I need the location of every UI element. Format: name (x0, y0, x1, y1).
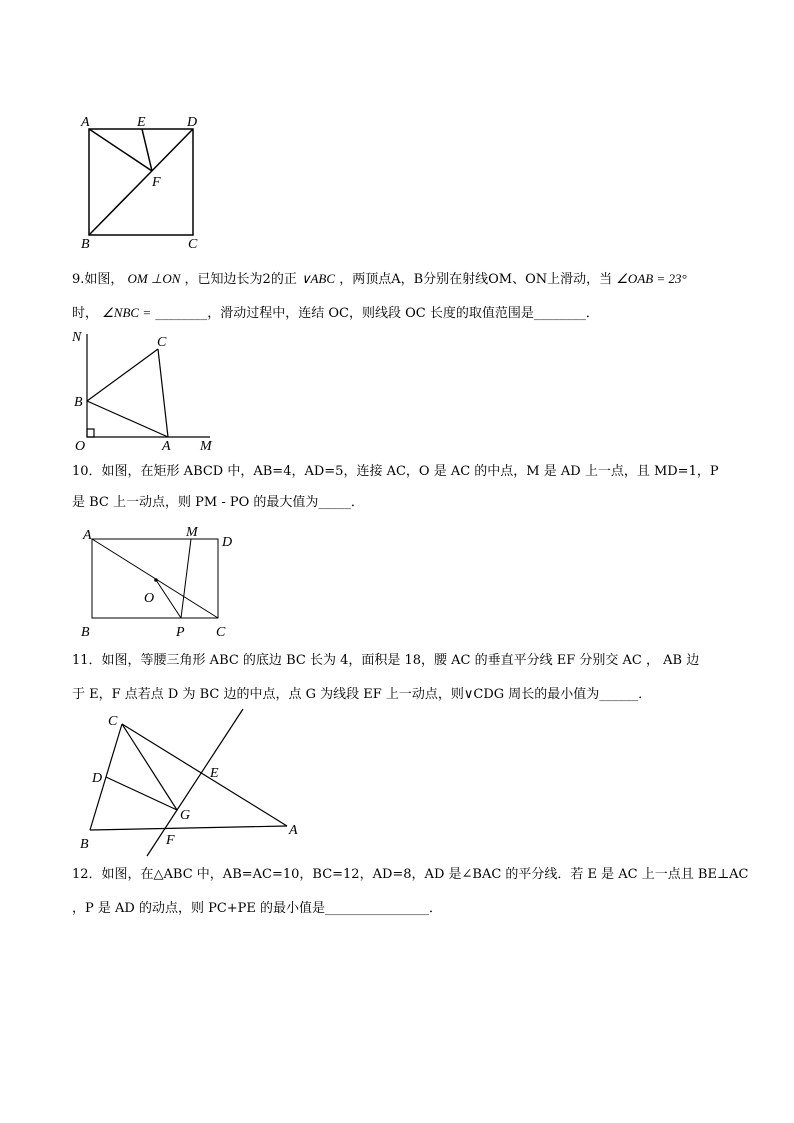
right-angle-mark (87, 429, 94, 437)
diagonal-bd (89, 129, 193, 235)
label-d: D (187, 115, 198, 130)
segment-pm (181, 539, 191, 618)
label-a: A (289, 823, 298, 838)
label-a: A (162, 439, 171, 454)
label-c: C (157, 335, 167, 350)
side-bc (87, 349, 158, 401)
label-b: B (80, 837, 89, 852)
label-d: D (222, 535, 233, 550)
q11-line2: 于 E，F 点若点 D 为 BC 边的中点，点 G 为线段 EF 上一动点，则∨CDG 周长的最小值为______． (72, 687, 652, 702)
q9-math-om-on: OM ⊥ON (127, 271, 181, 286)
side-ca (158, 349, 168, 437)
label-e: E (137, 115, 146, 130)
q9-line2 (72, 304, 599, 323)
label-c: C (188, 237, 198, 252)
diagonal-ac (92, 539, 218, 618)
q10-line1: 10．如图，在矩形 ABCD 中，AB=4，AD=5，连接 AC，O 是 AC 的中点，M 是 AD 上一点，且 MD=1，P (72, 464, 719, 479)
label-e: E (210, 766, 219, 781)
label-f: F (152, 175, 161, 190)
q9-text-d: 时， (72, 306, 99, 321)
figure-isosceles-triangle (76, 705, 316, 857)
q12-line2: ，P 是 AD 的动点，则 PC+PE 的最小值是________________． (72, 901, 443, 916)
figure-rays-triangle (70, 328, 220, 452)
q9-text-b: ，已知边长为2的正 (184, 272, 297, 287)
label-d: D (92, 771, 103, 786)
q10-line2: 是 BC 上一动点，则 PM - PO 的最大值为_____． (72, 495, 364, 510)
side-ab (90, 826, 287, 830)
label-o: O (75, 439, 86, 454)
side-ca (122, 724, 287, 826)
label-b: B (81, 625, 90, 640)
q9-text-c: ，两顶点A，B分别在射线OM、ON上滑动，当 (339, 272, 613, 287)
label-g: G (180, 808, 191, 823)
q9-line1 (72, 270, 687, 289)
q9-text-e: ________，滑动过程中，连结 OC，则线段 OC 长度的取值范围是________． (155, 306, 599, 321)
q11-line1: 11．如图，等腰三角形 ABC 的底边 BC 长为 4，面积是 18，腰 AC 的垂直平分线 EF 分别交 AC ， AB 边 (72, 653, 700, 668)
label-n: N (72, 330, 82, 345)
figure-square-abcd (76, 108, 216, 253)
label-a: A (81, 115, 90, 130)
label-c: C (216, 625, 226, 640)
label-o: O (144, 591, 155, 606)
label-m: M (186, 525, 198, 540)
label-p: P (176, 625, 185, 640)
q9-math-angle: ∠OAB = 23° (616, 271, 687, 286)
q9-text-a: 9.如图， (72, 272, 124, 287)
q12-line1: 12．如图，在△ABC 中，AB=AC=10，BC=12，AD=8，AD 是∠BAC 的平分线．若 E 是 AC 上一点且 BE⊥AC (72, 867, 749, 882)
q9-math-abc: ∨ABC (300, 271, 336, 286)
segment-af (89, 129, 152, 171)
label-b: B (74, 395, 83, 410)
label-b: B (81, 237, 90, 252)
side-ab (87, 401, 168, 437)
label-f: F (166, 833, 175, 848)
figure-rectangle-abcd (76, 520, 246, 644)
point-o (154, 578, 158, 582)
label-m: M (200, 439, 212, 454)
label-a: A (83, 528, 92, 543)
segment-po (156, 580, 181, 618)
q9-math-nbc: ∠NBC = (102, 305, 152, 320)
label-c: C (108, 714, 118, 729)
perpendicular-bisector-ef (147, 709, 243, 856)
